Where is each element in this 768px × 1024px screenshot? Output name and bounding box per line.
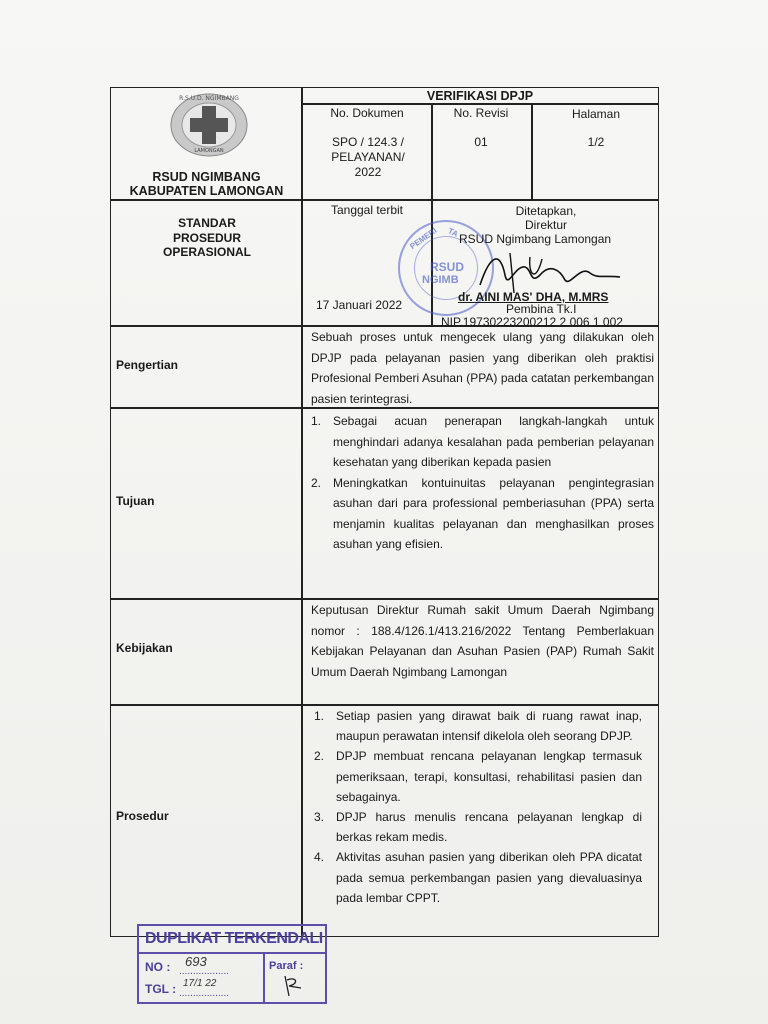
pengertian-label: Pengertian xyxy=(116,358,179,372)
stamp-no-value: 693 xyxy=(185,954,207,969)
director-name: dr. AINI MAS' DHA, M.MRS xyxy=(458,290,609,304)
director-rank: Pembina Tk.I xyxy=(506,302,577,316)
prosedur-list xyxy=(314,706,642,908)
stamp-tgl-value: 17/1 22 xyxy=(183,978,217,989)
no-dokumen-label: No. Dokumen xyxy=(330,106,404,120)
direktur: Direktur xyxy=(524,218,567,232)
stamp-dots: .................. xyxy=(179,988,230,999)
stamp-paraf-label: Paraf : xyxy=(269,960,304,972)
list-item: 1. Sebagai acuan penerapan langkah-langkah untuk menghindari adanya kesalahan pada pemberian pelayanan kesehatan yang diberikan kepada pasien xyxy=(311,414,654,469)
hospital-name: RSUD NGIMBANG xyxy=(152,170,261,184)
list-item: 4. Aktivitas asuhan pasien yang diberikan oleh PPA dicatat pada semua perkembangan pasien yang dievaluasinya pada lembar CPPT. xyxy=(314,850,642,905)
document-title: VERIFIKASI DPJP xyxy=(426,89,534,103)
list-item: 1. Setiap pasien yang dirawat baik di ruang rawat inap, maupun perawatan intensif dikelola oleh seorang DPJP. xyxy=(314,709,642,744)
stamp-dots: .................. xyxy=(179,966,230,977)
list-item: 2. Meningkatkan kontuinuitas pelayanan pengintegrasian asuhan dari para professional pemberiasuhan (PPA) serta menjamin kualitas pelayanan dan menghasilkan proses asuhan yang efisien. xyxy=(311,475,654,551)
hospital-logo xyxy=(168,92,250,158)
kebijakan-label: Kebijakan xyxy=(116,641,173,655)
duplicate-stamp xyxy=(137,924,327,1004)
ditetapkan: Ditetapkan, xyxy=(515,204,577,218)
logo-bottom-text: LAMONGAN xyxy=(194,148,224,154)
no-dokumen-value: SPO / 124.3 / PELAYANAN/ 2022 xyxy=(331,135,405,179)
director-nip: NIP.19730223200212 2 006 1 002 xyxy=(441,315,623,329)
tujuan-label: Tujuan xyxy=(116,494,155,508)
kebijakan-text: Keputusan Direktur Rumah sakit Umum Daerah Ngimbang nomor : 188.4/126.1/413.216/2022 Tentang Pemberlakuan Kebijakan Pelayanan dan Asuhan Pasien (PAP) Rumah Sakit Umum Daerah Ngimbang Lamongan xyxy=(311,603,654,679)
list-item: 2. DPJP membuat rencana pelayanan lengkap termasuk pemeriksaan, terapi, konsultasi, rehabilitasi pasien dan sebagainya. xyxy=(314,749,642,804)
prosedur-label: Prosedur xyxy=(116,809,169,823)
halaman-value: 1/2 xyxy=(587,135,605,149)
sop-label: STANDAR PROSEDUR OPERASIONAL xyxy=(162,216,251,259)
stamp-tgl-label: TGL : xyxy=(145,982,177,996)
stamp-no-label: NO : xyxy=(145,960,171,974)
halaman-label: Halaman xyxy=(571,107,621,121)
list-item: 3. DPJP harus menulis rencana pelayanan lengkap di berkas rekam medis. xyxy=(314,810,642,845)
tanggal-terbit-value: 17 Januari 2022 xyxy=(316,298,403,312)
tanggal-terbit-label: Tanggal terbit xyxy=(330,203,404,217)
no-revisi-label: No. Revisi xyxy=(453,106,509,120)
row-divider xyxy=(110,199,659,201)
duplicate-stamp-title: DUPLIKAT TERKENDALI xyxy=(145,930,323,947)
tujuan-list xyxy=(311,411,654,555)
instansi: RSUD Ngimbang Lamongan xyxy=(459,232,612,246)
stamp-paraf-signature xyxy=(279,974,309,998)
logo-ring-text: R.S.U.D. NGIMBANG xyxy=(179,95,239,102)
hospital-regency: KABUPATEN LAMONGAN xyxy=(129,184,284,198)
stamp-vdivider xyxy=(263,954,265,1002)
no-revisi-value: 01 xyxy=(474,135,488,149)
stamp-divider xyxy=(139,952,325,954)
official-stamp: RSUD NGIMB PEMERI TA xyxy=(398,220,494,316)
pengertian-text: Sebuah proses untuk mengecek ulang yang dilakukan oleh DPJP pada pelayanan pasien yang diberikan oleh praktisi Profesional Pemberi Asuhan (PPA) pada catatan perkembangan pasien terintegrasi. xyxy=(311,330,654,406)
